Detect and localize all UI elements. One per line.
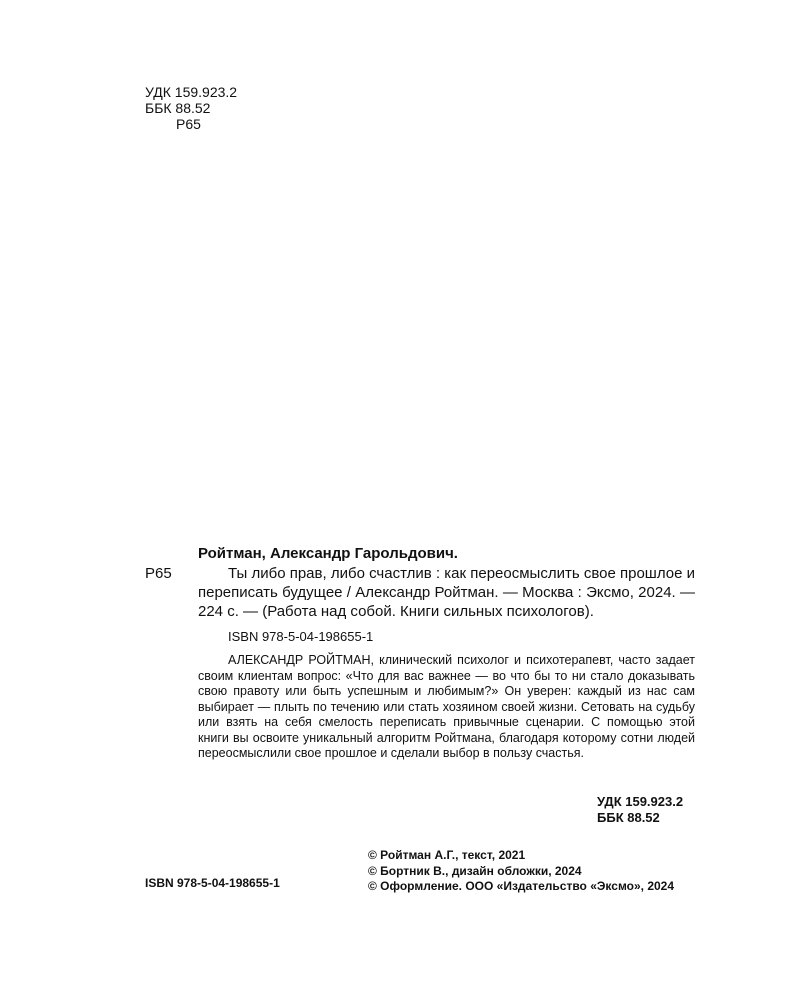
bibliographic-record: [145, 545, 705, 762]
bbk-code: ББК 88.52: [145, 100, 211, 116]
udk-code-bottom: УДК 159.923.2: [597, 794, 684, 809]
isbn-bottom: ISBN 978-5-04-198655-1: [145, 876, 280, 890]
author-mark: Р65: [176, 116, 201, 132]
copyright-line: © Ройтман А.Г., текст, 2021: [368, 848, 526, 862]
record-annotation: АЛЕКСАНДР РОЙТМАН, клинический психолог и психотерапевт, часто задает своим клиентам вопрос: «Что для вас важнее — во что бы то ни стало доказывать свою правоту или быть успешным и любимым?» Он уверен: каждый из нас сам выбирает — плыть по течению или стать хозяином своей жизни. Сетовать на судьбу или взять на себя смелость переписать привычные сценарии. С помощью этой книги вы освоите уникальный алгоритм Ройтмана, благодаря которому сотни людей переосмыслили свое прошлое и сделали выбор в пользу счастья.: [198, 653, 695, 760]
record-author: Ройтман, Александр Гарольдович.: [198, 545, 458, 562]
bbk-code-bottom: ББК 88.52: [597, 810, 660, 825]
record-description: Ты либо прав, либо счастлив : как переосмыслить свое прошлое и переписать будущее / Александр Ройтман. — Москва : Эксмо, 2024. — 224 с. — (Работа над собой. Книги сильных психологов).: [198, 565, 695, 620]
record-author-mark: Р65: [145, 565, 172, 582]
classification-codes-top: [145, 84, 237, 132]
copyright-block: [368, 848, 674, 895]
copyright-line: © Оформление. ООО «Издательство «Эксмо», 2024: [368, 879, 675, 893]
udk-code: УДК 159.923.2: [145, 84, 238, 100]
record-isbn: ISBN 978-5-04-198655-1: [228, 629, 374, 644]
classification-codes-bottom: [597, 794, 683, 826]
copyright-line: © Бортник В., дизайн обложки, 2024: [368, 863, 582, 878]
